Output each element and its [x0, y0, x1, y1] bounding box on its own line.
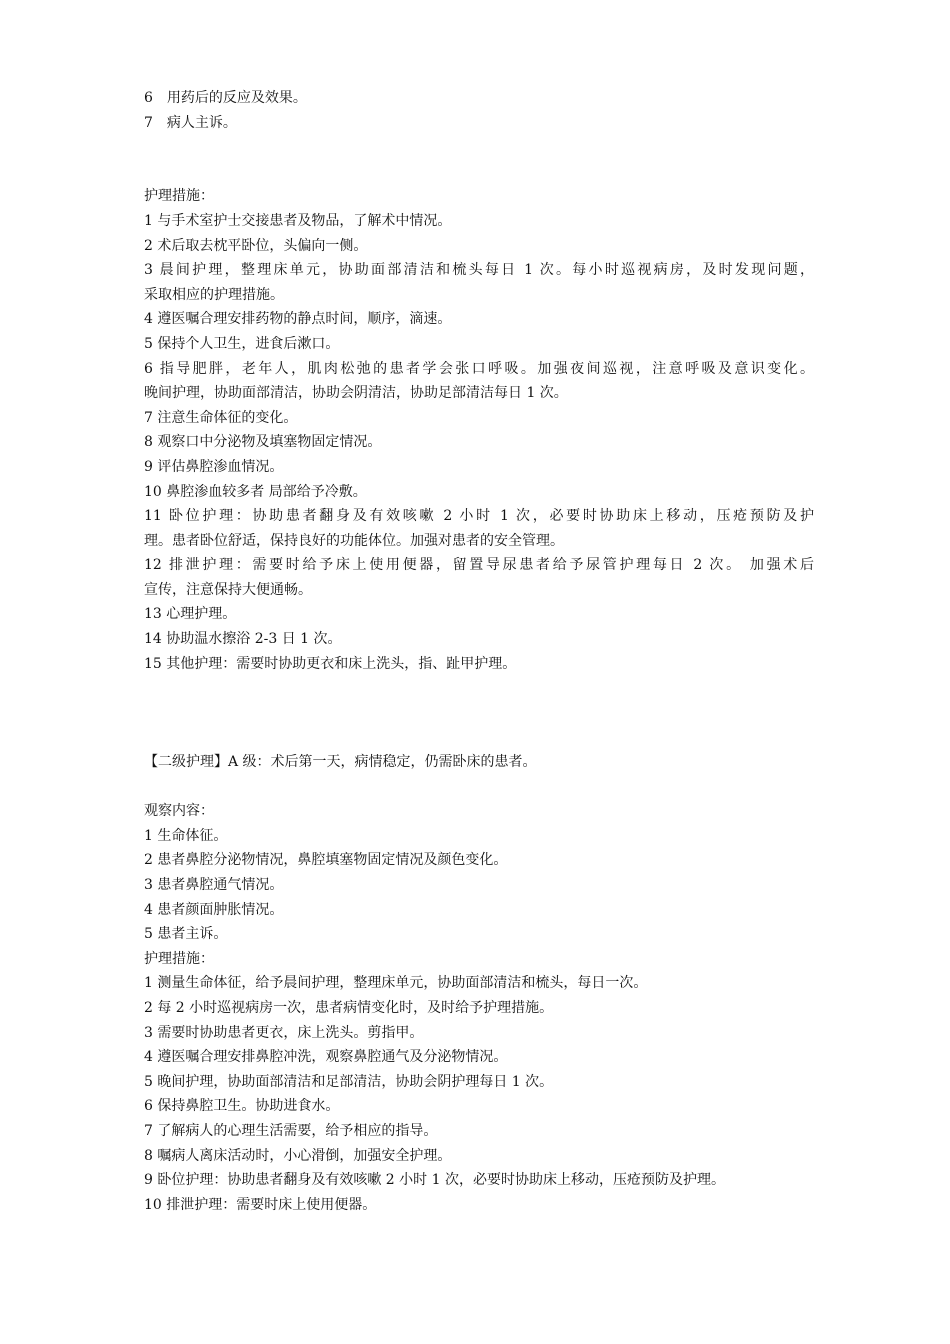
list-item: 7 注意生命体征的变化。: [144, 409, 298, 426]
list-item: 3 患者鼻腔通气情况。: [144, 877, 284, 894]
spacer: [144, 676, 814, 750]
list-item: 8 观察口中分泌物及填塞物固定情况。: [144, 434, 382, 451]
list-item: 4 遵医嘱合理安排药物的静点时间，顺序，滴速。: [144, 311, 452, 328]
list-item: 11 卧位护理：协助患者翻身及有效咳嗽 2 小时 1 次，必要时协助床上移动，压疮预防及护: [144, 508, 814, 525]
list-item: 7 病人主诉。: [144, 114, 237, 131]
list-item: 10 排泄护理：需要时床上使用便器。: [144, 1196, 377, 1213]
list-item: 宣传，注意保持大便通畅。: [144, 581, 312, 598]
list-item: 6 保持鼻腔卫生。协助进食水。: [144, 1098, 340, 1115]
list-item: 理。患者卧位舒适，保持良好的功能体位。加强对患者的安全管理。: [144, 532, 564, 549]
list-item: 10 鼻腔渗血较多者 局部给予冷敷。: [144, 483, 367, 500]
list-item: 5 晚间护理，协助面部清洁和足部清洁，协助会阴护理每日 1 次。: [144, 1073, 554, 1090]
list-item: 15 其他护理：需要时协助更衣和床上洗头，指、趾甲护理。: [144, 655, 517, 672]
list-item: 6 用药后的反应及效果。: [144, 90, 307, 106]
list-item: 9 卧位护理：协助患者翻身及有效咳嗽 2 小时 1 次，必要时协助床上移动，压疮预防及护理。: [144, 1172, 725, 1189]
list-item: 9 评估鼻腔渗血情况。: [144, 458, 284, 475]
list-item: 1 生命体征。: [144, 827, 228, 844]
list-item: 采取相应的护理措施。: [144, 286, 284, 303]
list-item: 1 测量生命体征，给予晨间护理，整理床单元，协助面部清洁和梳头，每日一次。: [144, 975, 648, 992]
list-item: 6 指导肥胖，老年人，肌肉松弛的患者学会张口呼吸。加强夜间巡视，注意呼吸及意识变化。: [144, 360, 814, 377]
list-item: 4 患者颜面肿胀情况。: [144, 901, 284, 918]
spacer: [144, 775, 814, 800]
list-item: 3 晨间护理，整理床单元，协助面部清洁和梳头每日 1 次。每小时巡视病房，及时发现问题，: [144, 262, 814, 279]
spacer: [144, 135, 814, 160]
section-title-observe: 观察内容：: [144, 803, 214, 820]
list-item: 2 每 2 小时巡视病房一次，患者病情变化时，及时给予护理措施。: [144, 999, 554, 1016]
section-title-measures2: 护理措施：: [144, 950, 214, 967]
list-item: 8 嘱病人离床活动时，小心滑倒，加强安全护理。: [144, 1147, 452, 1164]
document-page: [144, 86, 814, 1217]
list-item: 2 患者鼻腔分泌物情况，鼻腔填塞物固定情况及颜色变化。: [144, 852, 508, 869]
list-item: 2 术后取去枕平卧位，头偏向一侧。: [144, 237, 368, 254]
list-item: 晚间护理，协助面部清洁，协助会阴清洁，协助足部清洁每日 1 次。: [144, 385, 568, 402]
list-item: 7 了解病人的心理生活需要，给予相应的指导。: [144, 1122, 438, 1139]
list-item: 4 遵医嘱合理安排鼻腔冲洗，观察鼻腔通气及分泌物情况。: [144, 1049, 508, 1066]
spacer: [144, 160, 814, 185]
level2-heading: 【二级护理】A 级：术后第一天，病情稳定，仍需卧床的患者。: [144, 754, 537, 771]
list-item: 13 心理护理。: [144, 606, 237, 623]
list-item: 5 保持个人卫生，进食后漱口。: [144, 335, 340, 352]
list-item: 12 排泄护理：需要时给予床上使用便器，留置导尿患者给予尿管护理每日 2 次。 加强术后: [144, 557, 814, 574]
list-item: 3 需要时协助患者更衣，床上洗头。剪指甲。: [144, 1024, 424, 1041]
list-item: 14 协助温水擦浴 2-3 日 1 次。: [144, 631, 342, 648]
list-item: 5 患者主诉。: [144, 926, 228, 943]
list-item: 1 与手术室护士交接患者及物品，了解术中情况。: [144, 212, 452, 229]
section-title-measures: 护理措施：: [144, 188, 214, 205]
